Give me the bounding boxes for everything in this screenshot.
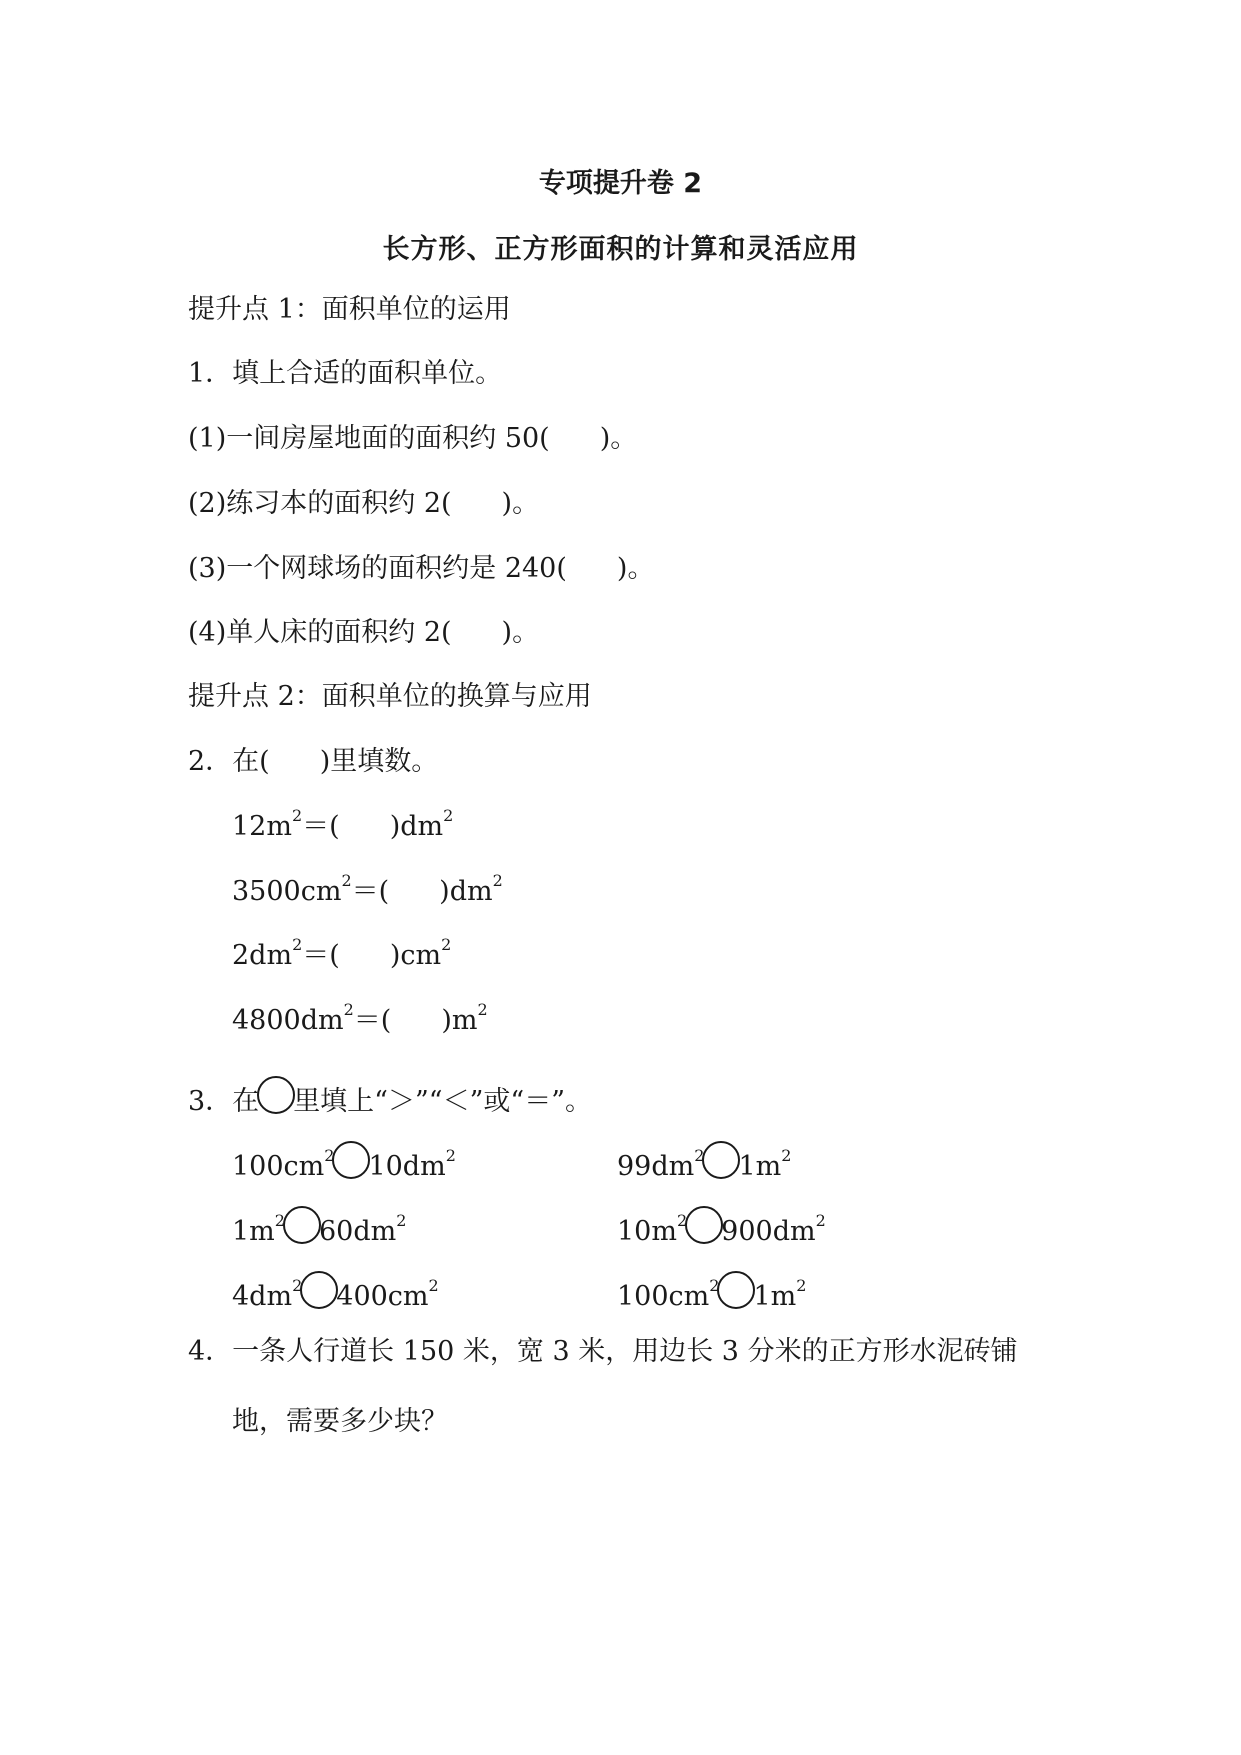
question-1-item-2: (2)练习本的面积约 2( )。 <box>188 488 540 519</box>
question-1-item-1: (1)一间房屋地面的面积约 50( )。 <box>188 423 638 454</box>
question-3-item-4: $10m^2$ $900dm^2$ <box>617 1206 826 1250</box>
question-3-item-5: $4dm^2$ $400cm^2$ <box>232 1271 439 1315</box>
compare-circle[interactable] <box>283 1206 321 1244</box>
section-heading-1: 提升点 1：面积单位的运用 <box>188 294 511 325</box>
question-4-line-2: 地，需要多少块？ <box>232 1406 448 1437</box>
compare-circle[interactable] <box>702 1141 740 1179</box>
question-2-item-2: $3500cm^2=$( )$dm^2$ <box>232 871 503 907</box>
question-3-item-6: $100cm^2$ $1m^2$ <box>617 1271 806 1315</box>
question-2-item-3: $2dm^2=$( )$cm^2$ <box>232 935 452 971</box>
compare-circle[interactable] <box>332 1141 370 1179</box>
question-2-item-1: $12m^2=$( )$dm^2$ <box>232 806 454 842</box>
question-2-item-4: $4800dm^2=$( )$m^2$ <box>232 1000 488 1036</box>
compare-circle-icon <box>257 1076 295 1114</box>
question-3-prompt: 3．在 里填上“＞”“＜”或“＝”。 <box>188 1076 592 1120</box>
compare-circle[interactable] <box>717 1271 755 1309</box>
question-1-item-3: (3)一个网球场的面积约是 240( )。 <box>188 553 655 584</box>
compare-circle[interactable] <box>685 1206 723 1244</box>
question-1-item-4: (4)单人床的面积约 2( )。 <box>188 617 540 648</box>
page-subtitle: 长方形、正方形面积的计算和灵活应用 <box>382 234 859 265</box>
page-title: 专项提升卷 2 <box>538 168 703 199</box>
question-3-item-1: $100cm^2$ $10dm^2$ <box>232 1141 456 1185</box>
question-1-prompt: 1．填上合适的面积单位。 <box>188 358 503 389</box>
question-2-prompt: 2．在( )里填数。 <box>188 746 439 777</box>
question-3-item-3: $1m^2$ $60dm^2$ <box>232 1206 406 1250</box>
question-3-item-2: $99dm^2$ $1m^2$ <box>617 1141 791 1185</box>
question-4-line-1: 4．一条人行道长 150 米，宽 3 米，用边长 3 分米的正方形水泥砖铺 <box>188 1336 1018 1367</box>
compare-circle[interactable] <box>300 1271 338 1309</box>
section-heading-2: 提升点 2：面积单位的换算与应用 <box>188 681 592 712</box>
